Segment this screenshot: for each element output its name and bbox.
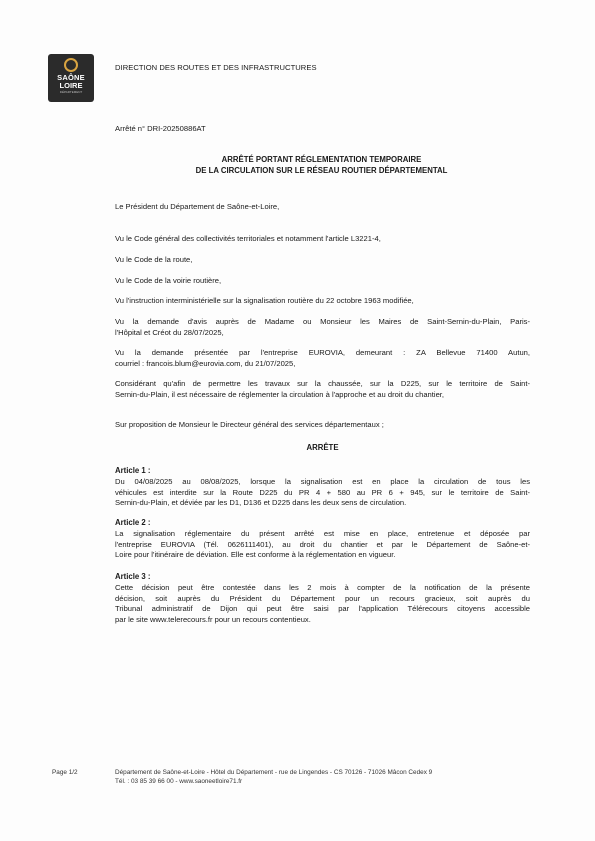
article-3-line-1: Cette décision peut être contestée dans les 2 mois à compter de la notification de la présente (115, 583, 530, 592)
vu-demande-maires-line-2: l'Hôpital et Créot du 28/07/2025, (115, 327, 224, 337)
footer-address: Département de Saône-et-Loire - Hôtel du Département - rue de Lingendes - CS 70126 - 71026 Mâcon Cedex 9 (115, 769, 433, 776)
proposition: Sur proposition de Monsieur le Directeur général des services départementaux ; (115, 420, 384, 429)
logo-text-saone: SAÔNE (57, 73, 85, 82)
logo-text-departement: DÉPARTEMENT (59, 90, 83, 94)
article-3-body (115, 583, 530, 625)
vu-cgct: Vu le Code général des collectivités territoriales et notamment l'article L3221-4, (115, 234, 381, 243)
footer-contact: Tél. : 03 85 39 66 00 - www.saoneetloire71.fr (115, 778, 243, 785)
article-1-line-1: Du 04/08/2025 au 08/08/2025, lorsque la signalisation est en place la circulation de tous les (115, 477, 530, 486)
arrete-number: Arrêté n° DRI-20250886AT (115, 124, 206, 133)
vu-demande-eurovia-line-1: Vu la demande présentée par l'entreprise EUROVIA, demeurant : ZA Bellevue 71400 Autun, (115, 348, 530, 357)
article-2-line-2: l'entreprise EUROVIA (Tél. 0626111401), au droit du chantier et par le Département de Saône-et- (115, 539, 530, 549)
article-3-line-2: décision, soit auprès du Président du Département pour un recours gracieux, soit auprès du (115, 593, 530, 603)
considerant (115, 379, 530, 400)
vu-instruction: Vu l'instruction interministérielle sur la signalisation routière du 22 octobre 1963 modifiée, (115, 296, 414, 305)
article-3-title: Article 3 : (115, 572, 151, 581)
article-3-line-4: par le site www.telerecours.fr pour un recours contentieux. (115, 614, 311, 624)
vu-demande-eurovia-line-2: courriel : francois.blum@eurovia.com, du 21/07/2025, (115, 358, 296, 368)
article-2-line-3: Loire pour l'itinéraire de déviation. Elle est conforme à la réglementation en vigueur. (115, 550, 396, 560)
article-2-body (115, 529, 530, 561)
article-1-line-2: véhicules est interdite sur la Route D225 du PR 4 + 580 au PR 6 + 945, sur le territoire de Saint- (115, 487, 530, 497)
article-2-title: Article 2 : (115, 518, 151, 527)
vu-code-route: Vu le Code de la route, (115, 255, 193, 264)
considerant-line-1: Considérant qu'afin de permettre les travaux sur la chaussée, sur la D225, sur le territoire de Saint- (115, 379, 530, 388)
president-statement: Le Président du Département de Saône-et-Loire, (115, 202, 280, 211)
article-3-line-3: Tribunal administratif de Dijon qui peut être saisi par l'application Télérecours citoyens accessible (115, 604, 530, 614)
vu-demande-eurovia (115, 348, 530, 369)
logo-emblem-icon (64, 58, 78, 72)
vu-demande-maires-line-1: Vu la demande d'avis auprès de Madame ou Monsieur les Maires de Saint-Sernin-du-Plain, Paris- (115, 317, 530, 326)
arrete-heading: ARRÊTE (306, 443, 339, 452)
considerant-line-2: Sernin-du-Plain, il est nécessaire de réglementer la circulation à l'approche et au droit du chantier, (115, 389, 445, 399)
header-direction: DIRECTION DES ROUTES ET DES INFRASTRUCTURES (115, 63, 317, 72)
vu-code-voirie: Vu le Code de la voirie routière, (115, 276, 222, 285)
article-1-line-3: Sernin-du-Plain, et déviée par les D1, D136 et D225 dans les deux sens de circulation. (115, 498, 407, 508)
document-title-line-1: ARRÊTÉ PORTANT RÉGLEMENTATION TEMPORAIRE (221, 155, 422, 164)
logo-text-loire: LOIRE (59, 81, 83, 90)
article-1-body (115, 477, 530, 509)
document-title-line-2: DE LA CIRCULATION SUR LE RÉSEAU ROUTIER DÉPARTEMENTAL (195, 166, 448, 175)
article-1-title: Article 1 : (115, 466, 151, 475)
page-number: Page 1/2 (52, 769, 78, 776)
article-2-line-1: La signalisation réglementaire du présent arrêté est mise en place, entretenue et déposée par (115, 529, 530, 538)
vu-demande-maires (115, 317, 530, 338)
department-logo (48, 54, 94, 102)
